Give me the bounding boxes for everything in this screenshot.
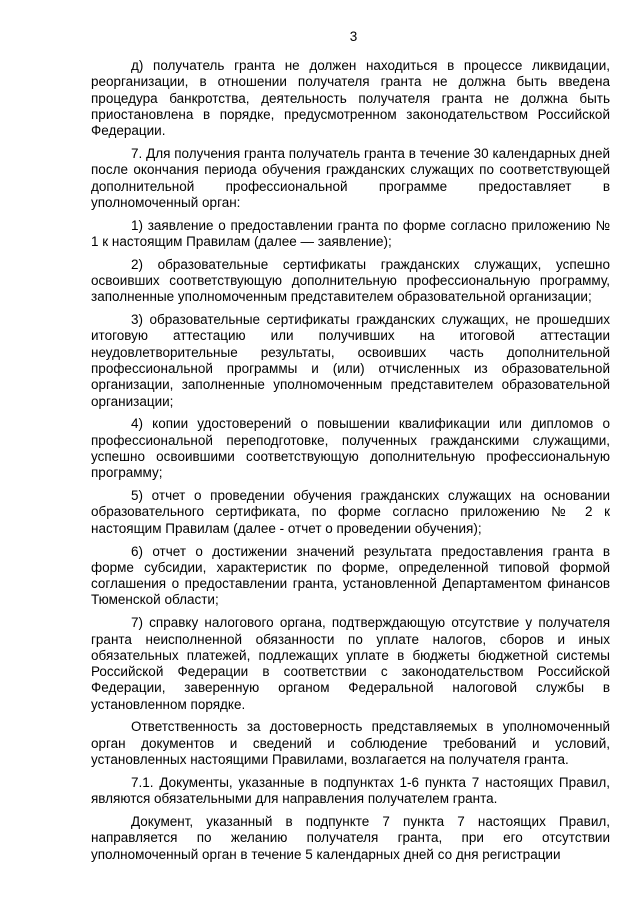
list-item-6-results-report: 6) отчет о достижении значений результата предоставления гранта в форме субсидии, характеристик по форме, определенной типовой формой соглашения о предоставлении гранта, установленной Департаментом финансов Тюменской области; <box>91 543 610 608</box>
document-page <box>91 28 610 869</box>
paragraph-7-1-mandatory: 7.1. Документы, указанные в подпунктах 1-6 пункта 7 настоящих Правил, являются обязательными для направления получателем гранта. <box>91 774 610 807</box>
list-item-5-training-report: 5) отчет о проведении обучения гражданских служащих на основании образовательного сертификата, по форме согласно приложению № 2 к настоящим Правилам (далее - отчет о проведении обучения); <box>91 488 610 536</box>
paragraph-d-liquidation: д) получатель гранта не должен находиться в процессе ликвидации, реорганизации, в отношении получателя гранта не должна быть введена процедура банкротства, деятельность получателя гранта не должна быть приостановлена в порядке, предусмотренном законодательством Российской Федерации. <box>91 58 610 139</box>
list-item-7-tax-certificate: 7) справку налогового органа, подтверждающую отсутствие у получателя гранта неисполненной обязанности по уплате налогов, сборов и иных обязательных платежей, подлежащих уплате в бюджеты бюджетной системы Российской Федерации в соответствии с законодательством Российской Федерации, заверенную органом Федеральной налоговой службы в установленном порядке. <box>91 615 610 712</box>
list-item-3-certificates-failed: 3) образовательные сертификаты гражданских служащих, не прошедших итоговую аттестацию или получивших на итоговой аттестации неудовлетворительные результаты, освоивших часть дополнительной профессиональной программы и (или) отчисленных из образовательной организации, заполненные уполномоченным представителем образовательной организации; <box>91 312 610 409</box>
paragraph-7-documents: 7. Для получения гранта получатель гранта в течение 30 календарных дней после окончания периода обучения гражданских служащих по соответствующей дополнительной профессиональной программе предоставляет в уполномоченный орган: <box>91 145 610 210</box>
page-number: 3 <box>349 29 358 44</box>
paragraph-optional-document: Документ, указанный в подпункте 7 пункта 7 настоящих Правил, направляется по желанию получателя гранта, при его отсутствии уполномоченный орган в течение 5 календарных дней со дня регистрации <box>91 813 610 862</box>
list-item-4-diplomas: 4) копии удостоверений о повышении квалификации или дипломов о профессиональной переподготовке, полученных гражданскими служащими, успешно освоившими соответствующую дополнительную профессиональную программу; <box>91 416 610 481</box>
paragraph-responsibility: Ответственность за достоверность представляемых в уполномоченный орган документов и сведений и соблюдение требований и условий, установленных настоящими Правилами, возлагается на получателя гранта. <box>91 719 610 768</box>
list-item-2-certificates: 2) образовательные сертификаты гражданских служащих, успешно освоивших соответствующую дополнительную профессиональную программу, заполненные уполномоченным представителем образовательной организации; <box>91 256 610 305</box>
list-item-1-application: 1) заявление о предоставлении гранта по форме согласно приложению № 1 к настоящим Правилам (далее — заявление); <box>91 217 610 249</box>
